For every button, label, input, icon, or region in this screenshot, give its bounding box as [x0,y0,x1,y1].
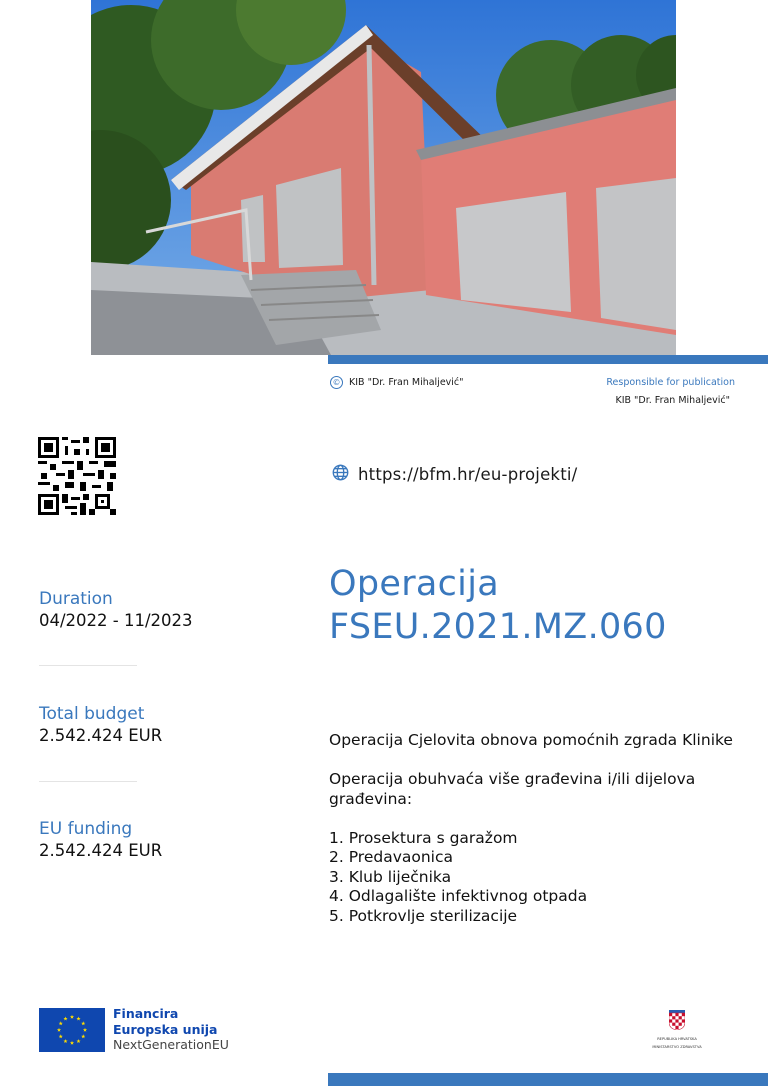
list-item: 1. Prosektura s garažom [329,828,518,847]
list-item: 3. Klub liječnika [329,867,452,886]
funding-block [39,819,162,860]
funding-label: EU funding [39,819,133,839]
eu-star [57,1028,61,1032]
description-intro: Operacija Cjelovita obnova pomoćnih zgrada Klinike [329,731,733,749]
eu-star [63,1017,67,1021]
eu-star [59,1034,63,1038]
operation-title-line2: FSEU.2021.MZ.060 [329,607,667,647]
eu-star [83,1028,87,1032]
responsible-name: KIB "Dr. Fran Mihaljević" [615,395,730,406]
eu-flag-icon [39,1008,105,1052]
ministry-line2: MINISTARSTVO ZDRAVSTVA [652,1044,702,1049]
list-item: 5. Potkrovlje sterilizacije [329,906,518,925]
budget-value: 2.542.424 EUR [39,726,163,745]
photo-credit-owner: KIB "Dr. Fran Mihaljević" [349,377,464,388]
duration-label: Duration [39,589,113,609]
divider [39,665,137,666]
eu-star [70,1041,74,1045]
eu-star [81,1034,85,1038]
eu-star [76,1039,80,1043]
eu-star [70,1015,74,1019]
building-list [329,829,749,927]
eu-star [81,1021,85,1025]
list-item: 2. Predavaonica [329,848,453,866]
eu-line2: Europska unija [113,1021,218,1037]
duration-value: 04/2022 - 11/2023 [39,611,193,630]
operation-description [329,731,749,926]
funding-value: 2.542.424 EUR [39,841,163,860]
photo-credit [330,376,464,389]
croatian-coat-of-arms-icon [669,1010,685,1030]
building-photo [91,0,676,355]
eu-line1: Financira [113,1006,179,1021]
eu-star [76,1017,80,1021]
website-link[interactable] [332,464,577,485]
accent-bar-bottom [328,1073,768,1086]
qr-code[interactable] [38,437,116,515]
responsible-label: Responsible for publication [606,377,735,388]
globe-icon [332,464,349,485]
ministry-logo [648,1010,706,1049]
eu-line3: NextGenerationEU [113,1037,229,1052]
list-item: 4. Odlagalište infektivnog otpada [329,887,588,905]
duration-block [39,589,193,630]
accent-bar-top [328,355,768,364]
operation-title-line1: Operacija [329,564,499,604]
eu-funding-logo-text [113,1006,229,1053]
description-scope: Operacija obuhvaća više građevina i/ili dijelova građevina: [329,770,696,808]
budget-label: Total budget [39,704,145,724]
divider [39,781,137,782]
copyright-icon: © [330,376,343,389]
website-url[interactable]: https://bfm.hr/eu-projekti/ [358,465,578,484]
ministry-line1: REPUBLIKA HRVATSKA [657,1037,697,1041]
eu-star [59,1021,63,1025]
eu-star [63,1039,67,1043]
operation-title [329,563,667,649]
budget-block [39,704,162,745]
